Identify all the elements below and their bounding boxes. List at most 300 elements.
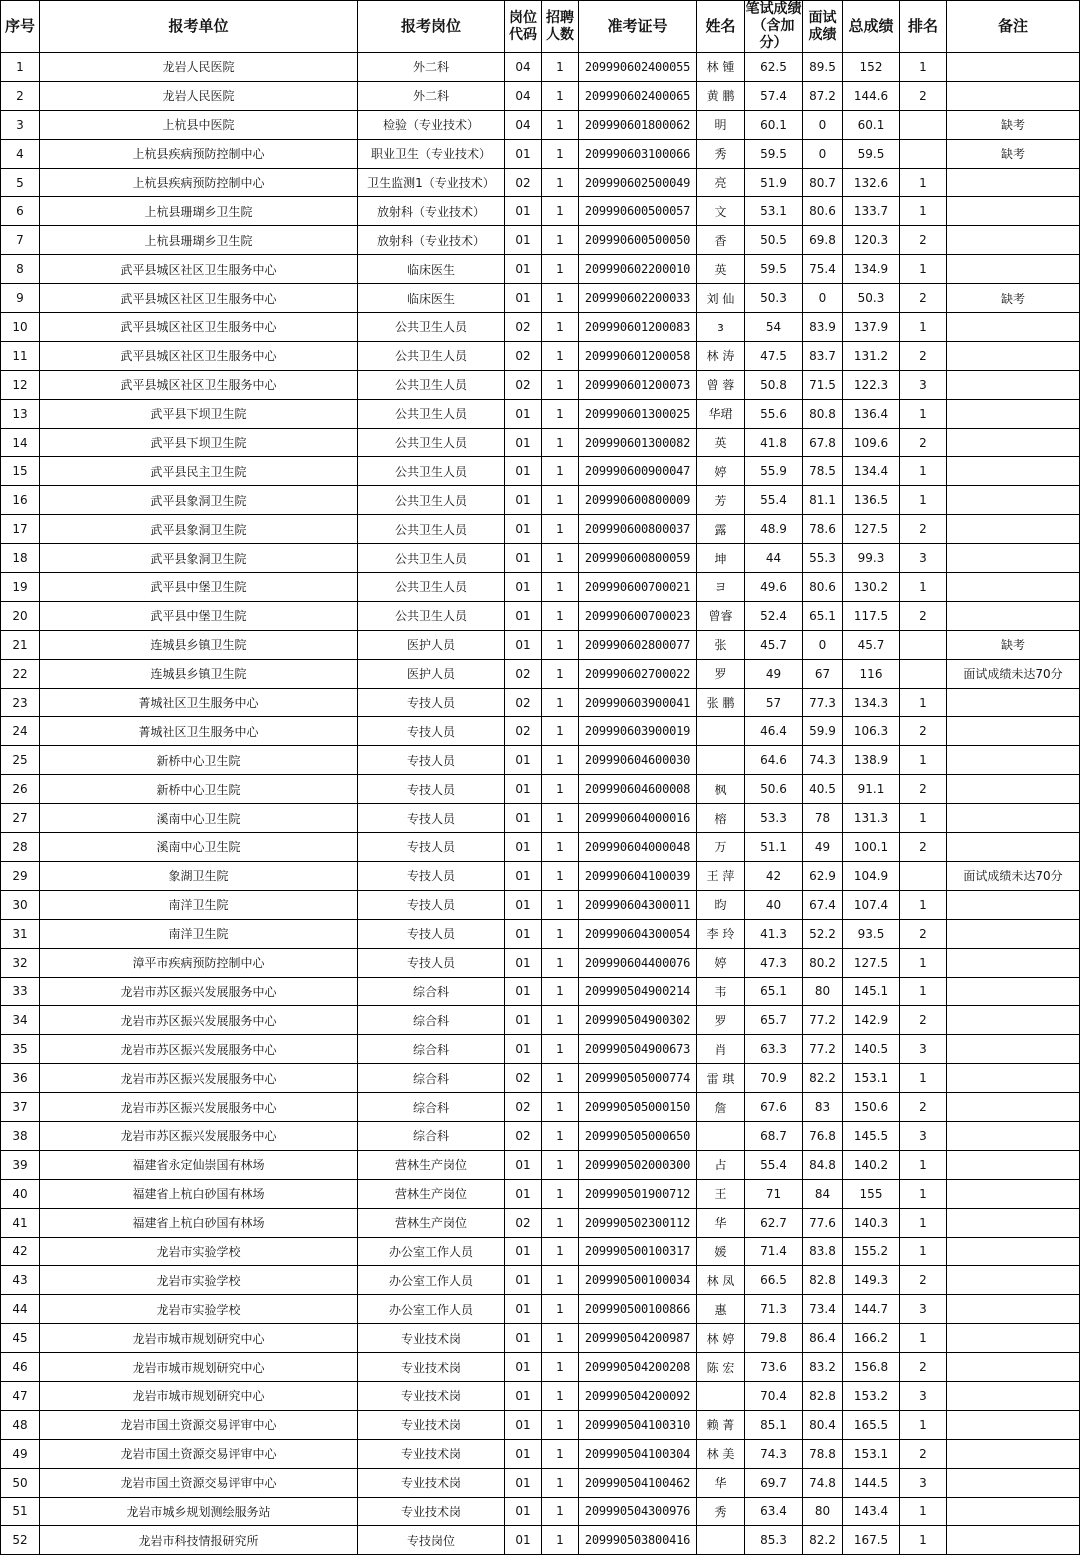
table-row: [1, 1295, 1080, 1324]
cell-total: 136.4: [843, 399, 900, 428]
cell-unit: 龙岩市苏区振兴发展服务中心: [40, 1093, 358, 1122]
cell-written: 50.5: [745, 226, 803, 255]
cell-name: [697, 1121, 745, 1150]
cell-unit: 龙岩市城市规划研究中心: [40, 1353, 358, 1382]
cell-total: 45.7: [843, 630, 900, 659]
cell-unit: 南洋卫生院: [40, 890, 358, 919]
cell-written: 40: [745, 890, 803, 919]
cell-code: 02: [505, 370, 542, 399]
cell-recruit: 1: [542, 457, 579, 486]
cell-seq: 48: [1, 1410, 40, 1439]
cell-written: 59.5: [745, 255, 803, 284]
cell-name: 英: [697, 255, 745, 284]
cell-exam-no: 209990602700022: [579, 659, 697, 688]
cell-interview: 77.2: [803, 1006, 843, 1035]
cell-interview: 81.1: [803, 486, 843, 515]
cell-total: 145.5: [843, 1121, 900, 1150]
table-row: [1, 1006, 1080, 1035]
cell-position: 综合科: [358, 1035, 505, 1064]
cell-written: 85.3: [745, 1526, 803, 1555]
table-row: [1, 168, 1080, 197]
cell-exam-no: 209990602400055: [579, 53, 697, 82]
cell-code: 01: [505, 1006, 542, 1035]
cell-total: 107.4: [843, 890, 900, 919]
table-row: [1, 139, 1080, 168]
cell-written: 79.8: [745, 1324, 803, 1353]
cell-position: 综合科: [358, 1006, 505, 1035]
cell-exam-no: 209990601200073: [579, 370, 697, 399]
cell-seq: 7: [1, 226, 40, 255]
cell-interview: 52.2: [803, 919, 843, 948]
cell-interview: 40.5: [803, 775, 843, 804]
cell-unit: 武平县象洞卫生院: [40, 515, 358, 544]
cell-rank: 3: [900, 544, 947, 573]
cell-total: 140.5: [843, 1035, 900, 1064]
cell-rank: 3: [900, 1121, 947, 1150]
table-row: [1, 399, 1080, 428]
cell-rank: 1: [900, 1324, 947, 1353]
cell-exam-no: 209990601300025: [579, 399, 697, 428]
cell-recruit: 1: [542, 1381, 579, 1410]
cell-code: 01: [505, 804, 542, 833]
cell-total: 99.3: [843, 544, 900, 573]
cell-name: 坤: [697, 544, 745, 573]
cell-rank: 2: [900, 1006, 947, 1035]
cell-code: 01: [505, 1526, 542, 1555]
cell-unit: 龙岩市城市规划研究中心: [40, 1324, 358, 1353]
cell-interview: 67.4: [803, 890, 843, 919]
cell-position: 医护人员: [358, 630, 505, 659]
cell-code: 01: [505, 255, 542, 284]
cell-written: 42: [745, 861, 803, 890]
cell-seq: 10: [1, 313, 40, 342]
cell-remark: [947, 573, 1080, 602]
cell-exam-no: 209990505000650: [579, 1121, 697, 1150]
cell-position: 办公室工作人员: [358, 1237, 505, 1266]
cell-remark: [947, 1324, 1080, 1353]
cell-seq: 2: [1, 81, 40, 110]
cell-seq: 3: [1, 110, 40, 139]
cell-remark: [947, 775, 1080, 804]
cell-total: 60.1: [843, 110, 900, 139]
cell-seq: 23: [1, 688, 40, 717]
cell-written: 71.3: [745, 1295, 803, 1324]
table-row: [1, 1237, 1080, 1266]
table-row: [1, 1179, 1080, 1208]
cell-code: 01: [505, 861, 542, 890]
cell-total: 144.7: [843, 1295, 900, 1324]
cell-interview: 80.4: [803, 1410, 843, 1439]
cell-name: 占: [697, 1150, 745, 1179]
cell-unit: 象湖卫生院: [40, 861, 358, 890]
cell-written: 65.7: [745, 1006, 803, 1035]
cell-exam-no: 209990604300054: [579, 919, 697, 948]
cell-remark: [947, 804, 1080, 833]
cell-unit: 福建省上杭白砂国有林场: [40, 1179, 358, 1208]
cell-seq: 51: [1, 1497, 40, 1526]
cell-remark: 面试成绩未达70分: [947, 659, 1080, 688]
cell-exam-no: 209990603100066: [579, 139, 697, 168]
cell-total: 153.2: [843, 1381, 900, 1410]
table-row: [1, 255, 1080, 284]
cell-exam-no: 209990601200058: [579, 341, 697, 370]
cell-rank: 2: [900, 1093, 947, 1122]
cell-interview: 76.8: [803, 1121, 843, 1150]
cell-written: 70.4: [745, 1381, 803, 1410]
table-row: [1, 197, 1080, 226]
cell-recruit: 1: [542, 370, 579, 399]
table-row: [1, 370, 1080, 399]
cell-unit: 武平县下坝卫生院: [40, 399, 358, 428]
cell-code: 01: [505, 544, 542, 573]
cell-unit: 龙岩市实验学校: [40, 1266, 358, 1295]
cell-seq: 38: [1, 1121, 40, 1150]
cell-remark: [947, 948, 1080, 977]
cell-total: 59.5: [843, 139, 900, 168]
cell-exam-no: 209990502300112: [579, 1208, 697, 1237]
cell-remark: [947, 1093, 1080, 1122]
table-row: [1, 1266, 1080, 1295]
cell-recruit: 1: [542, 1064, 579, 1093]
table-row: [1, 775, 1080, 804]
cell-code: 01: [505, 1381, 542, 1410]
table-row: [1, 573, 1080, 602]
cell-interview: 55.3: [803, 544, 843, 573]
cell-position: 公共卫生人员: [358, 544, 505, 573]
cell-remark: [947, 919, 1080, 948]
cell-unit: 龙岩市国土资源交易评审中心: [40, 1410, 358, 1439]
table-row: [1, 110, 1080, 139]
cell-code: 04: [505, 53, 542, 82]
cell-name: 韦: [697, 977, 745, 1006]
cell-name: 芳: [697, 486, 745, 515]
table-row: [1, 1497, 1080, 1526]
cell-name: 詹: [697, 1093, 745, 1122]
header-exam-no: 准考证号: [579, 1, 697, 53]
cell-code: 01: [505, 1295, 542, 1324]
cell-unit: 南洋卫生院: [40, 919, 358, 948]
cell-remark: [947, 1179, 1080, 1208]
cell-unit: 菁城社区卫生服务中心: [40, 688, 358, 717]
cell-interview: 0: [803, 139, 843, 168]
cell-unit: 武平县城区社区卫生服务中心: [40, 313, 358, 342]
cell-remark: [947, 81, 1080, 110]
cell-exam-no: 209990602200010: [579, 255, 697, 284]
cell-name: 雷 琪: [697, 1064, 745, 1093]
cell-position: 专技人员: [358, 948, 505, 977]
cell-position: 卫生监测1（专业技术）: [358, 168, 505, 197]
cell-total: 153.1: [843, 1064, 900, 1093]
table-row: [1, 977, 1080, 1006]
cell-interview: 80: [803, 977, 843, 1006]
table-row: [1, 341, 1080, 370]
cell-interview: 69.8: [803, 226, 843, 255]
cell-code: 01: [505, 630, 542, 659]
cell-unit: 龙岩市城乡规划测绘服务站: [40, 1497, 358, 1526]
cell-code: 01: [505, 139, 542, 168]
cell-written: 53.1: [745, 197, 803, 226]
table-row: [1, 1035, 1080, 1064]
cell-exam-no: 209990500100317: [579, 1237, 697, 1266]
cell-recruit: 1: [542, 746, 579, 775]
cell-position: 专技人员: [358, 833, 505, 862]
cell-written: 50.8: [745, 370, 803, 399]
cell-rank: 1: [900, 457, 947, 486]
cell-seq: 33: [1, 977, 40, 1006]
cell-interview: 84: [803, 1179, 843, 1208]
cell-total: 140.3: [843, 1208, 900, 1237]
cell-total: 152: [843, 53, 900, 82]
cell-name: 昀: [697, 890, 745, 919]
cell-position: 公共卫生人员: [358, 370, 505, 399]
cell-written: 52.4: [745, 601, 803, 630]
cell-code: 02: [505, 313, 542, 342]
cell-position: 专技人员: [358, 688, 505, 717]
cell-recruit: 1: [542, 1439, 579, 1468]
cell-recruit: 1: [542, 53, 579, 82]
cell-rank: 1: [900, 1526, 947, 1555]
cell-exam-no: 209990504200208: [579, 1353, 697, 1382]
cell-rank: 2: [900, 919, 947, 948]
cell-exam-no: 209990604000048: [579, 833, 697, 862]
cell-total: 137.9: [843, 313, 900, 342]
cell-rank: 2: [900, 515, 947, 544]
cell-exam-no: 209990604400076: [579, 948, 697, 977]
table-row: [1, 1526, 1080, 1555]
cell-unit: 上杭县珊瑚乡卫生院: [40, 197, 358, 226]
cell-remark: [947, 601, 1080, 630]
cell-remark: 缺考: [947, 630, 1080, 659]
cell-name: 秀: [697, 1497, 745, 1526]
cell-exam-no: 209990601800062: [579, 110, 697, 139]
cell-name: з: [697, 313, 745, 342]
cell-rank: 2: [900, 226, 947, 255]
cell-seq: 22: [1, 659, 40, 688]
cell-name: 曾睿: [697, 601, 745, 630]
cell-position: 公共卫生人员: [358, 341, 505, 370]
cell-written: 45.7: [745, 630, 803, 659]
cell-seq: 42: [1, 1237, 40, 1266]
cell-name: 张: [697, 630, 745, 659]
cell-recruit: 1: [542, 1237, 579, 1266]
cell-code: 01: [505, 399, 542, 428]
cell-total: 134.4: [843, 457, 900, 486]
cell-seq: 30: [1, 890, 40, 919]
cell-position: 专业技术岗: [358, 1381, 505, 1410]
cell-position: 职业卫生（专业技术）: [358, 139, 505, 168]
cell-unit: 龙岩市苏区振兴发展服务中心: [40, 1064, 358, 1093]
cell-code: 01: [505, 197, 542, 226]
cell-seq: 39: [1, 1150, 40, 1179]
cell-written: 68.7: [745, 1121, 803, 1150]
cell-remark: 缺考: [947, 139, 1080, 168]
cell-code: 01: [505, 428, 542, 457]
cell-total: 150.6: [843, 1093, 900, 1122]
cell-seq: 21: [1, 630, 40, 659]
header-position: 报考岗位: [358, 1, 505, 53]
cell-code: 02: [505, 717, 542, 746]
cell-unit: 龙岩市实验学校: [40, 1295, 358, 1324]
cell-remark: [947, 1381, 1080, 1410]
table-row: [1, 1208, 1080, 1237]
cell-total: 144.5: [843, 1468, 900, 1497]
cell-position: 办公室工作人员: [358, 1266, 505, 1295]
cell-code: 01: [505, 948, 542, 977]
cell-remark: [947, 1526, 1080, 1555]
cell-seq: 24: [1, 717, 40, 746]
cell-rank: 3: [900, 370, 947, 399]
cell-written: 41.8: [745, 428, 803, 457]
table-row: [1, 544, 1080, 573]
cell-written: 66.5: [745, 1266, 803, 1295]
cell-interview: 87.2: [803, 81, 843, 110]
cell-exam-no: 209990600500050: [579, 226, 697, 255]
table-row: [1, 486, 1080, 515]
cell-recruit: 1: [542, 717, 579, 746]
cell-seq: 34: [1, 1006, 40, 1035]
cell-rank: 1: [900, 1208, 947, 1237]
cell-interview: 80.8: [803, 399, 843, 428]
cell-position: 专业技术岗: [358, 1410, 505, 1439]
table-row: [1, 515, 1080, 544]
cell-written: 46.4: [745, 717, 803, 746]
cell-position: 营林生产岗位: [358, 1208, 505, 1237]
cell-interview: 80.2: [803, 948, 843, 977]
cell-name: 婷: [697, 457, 745, 486]
cell-seq: 36: [1, 1064, 40, 1093]
cell-code: 02: [505, 341, 542, 370]
cell-rank: [900, 630, 947, 659]
cell-recruit: 1: [542, 688, 579, 717]
cell-exam-no: 209990501900712: [579, 1179, 697, 1208]
cell-code: 02: [505, 1064, 542, 1093]
cell-interview: 83: [803, 1093, 843, 1122]
header-rank: 排名: [900, 1, 947, 53]
cell-code: 01: [505, 1439, 542, 1468]
cell-total: 116: [843, 659, 900, 688]
cell-exam-no: 209990503800416: [579, 1526, 697, 1555]
cell-remark: [947, 717, 1080, 746]
cell-written: 57.4: [745, 81, 803, 110]
table-row: [1, 1410, 1080, 1439]
table-header: [1, 1, 1080, 53]
cell-position: 综合科: [358, 977, 505, 1006]
cell-code: 02: [505, 168, 542, 197]
cell-name: 华珺: [697, 399, 745, 428]
cell-unit: 龙岩市苏区振兴发展服务中心: [40, 1121, 358, 1150]
table-row: [1, 81, 1080, 110]
cell-interview: 59.9: [803, 717, 843, 746]
cell-position: 专技人员: [358, 804, 505, 833]
cell-recruit: 1: [542, 110, 579, 139]
cell-name: 张 鹏: [697, 688, 745, 717]
cell-rank: 1: [900, 1150, 947, 1179]
cell-seq: 4: [1, 139, 40, 168]
cell-written: 59.5: [745, 139, 803, 168]
cell-total: 132.6: [843, 168, 900, 197]
cell-remark: [947, 53, 1080, 82]
cell-name: [697, 1526, 745, 1555]
table-row: [1, 717, 1080, 746]
cell-rank: 1: [900, 197, 947, 226]
cell-interview: 80: [803, 1497, 843, 1526]
table-row: [1, 1121, 1080, 1150]
cell-rank: 1: [900, 313, 947, 342]
cell-remark: [947, 977, 1080, 1006]
cell-written: 49: [745, 659, 803, 688]
cell-remark: 缺考: [947, 284, 1080, 313]
cell-seq: 29: [1, 861, 40, 890]
cell-recruit: 1: [542, 1295, 579, 1324]
cell-unit: 龙岩市苏区振兴发展服务中心: [40, 977, 358, 1006]
cell-name: 林 凤: [697, 1266, 745, 1295]
cell-unit: 溪南中心卫生院: [40, 833, 358, 862]
cell-code: 01: [505, 1468, 542, 1497]
table-row: [1, 1150, 1080, 1179]
cell-total: 155: [843, 1179, 900, 1208]
cell-written: 49.6: [745, 573, 803, 602]
cell-interview: 89.5: [803, 53, 843, 82]
cell-unit: 溪南中心卫生院: [40, 804, 358, 833]
cell-interview: 67.8: [803, 428, 843, 457]
cell-code: 01: [505, 457, 542, 486]
cell-total: 104.9: [843, 861, 900, 890]
cell-interview: 78: [803, 804, 843, 833]
cell-remark: [947, 197, 1080, 226]
cell-name: 明: [697, 110, 745, 139]
cell-unit: 武平县民主卫生院: [40, 457, 358, 486]
cell-name: [697, 1381, 745, 1410]
table-row: [1, 861, 1080, 890]
cell-written: 44: [745, 544, 803, 573]
cell-recruit: 1: [542, 919, 579, 948]
cell-exam-no: 209990500100034: [579, 1266, 697, 1295]
cell-recruit: 1: [542, 544, 579, 573]
cell-rank: 2: [900, 601, 947, 630]
cell-exam-no: 209990604600008: [579, 775, 697, 804]
cell-name: 王: [697, 1179, 745, 1208]
cell-seq: 32: [1, 948, 40, 977]
cell-exam-no: 209990604600030: [579, 746, 697, 775]
cell-interview: 71.5: [803, 370, 843, 399]
cell-position: 专技人员: [358, 775, 505, 804]
cell-remark: [947, 746, 1080, 775]
cell-written: 55.4: [745, 1150, 803, 1179]
cell-seq: 14: [1, 428, 40, 457]
cell-code: 02: [505, 659, 542, 688]
cell-seq: 44: [1, 1295, 40, 1324]
cell-seq: 35: [1, 1035, 40, 1064]
cell-total: 136.5: [843, 486, 900, 515]
cell-interview: 78.8: [803, 1439, 843, 1468]
cell-code: 01: [505, 919, 542, 948]
cell-unit: 上杭县疾病预防控制中心: [40, 168, 358, 197]
cell-total: 134.3: [843, 688, 900, 717]
cell-position: 专技人员: [358, 717, 505, 746]
cell-recruit: 1: [542, 948, 579, 977]
cell-exam-no: 209990604300011: [579, 890, 697, 919]
cell-written: 53.3: [745, 804, 803, 833]
cell-unit: 菁城社区卫生服务中心: [40, 717, 358, 746]
cell-recruit: 1: [542, 1526, 579, 1555]
cell-name: 罗: [697, 1006, 745, 1035]
cell-unit: 武平县象洞卫生院: [40, 544, 358, 573]
cell-exam-no: 209990602400065: [579, 81, 697, 110]
cell-seq: 19: [1, 573, 40, 602]
cell-remark: [947, 226, 1080, 255]
cell-total: 91.1: [843, 775, 900, 804]
cell-seq: 27: [1, 804, 40, 833]
